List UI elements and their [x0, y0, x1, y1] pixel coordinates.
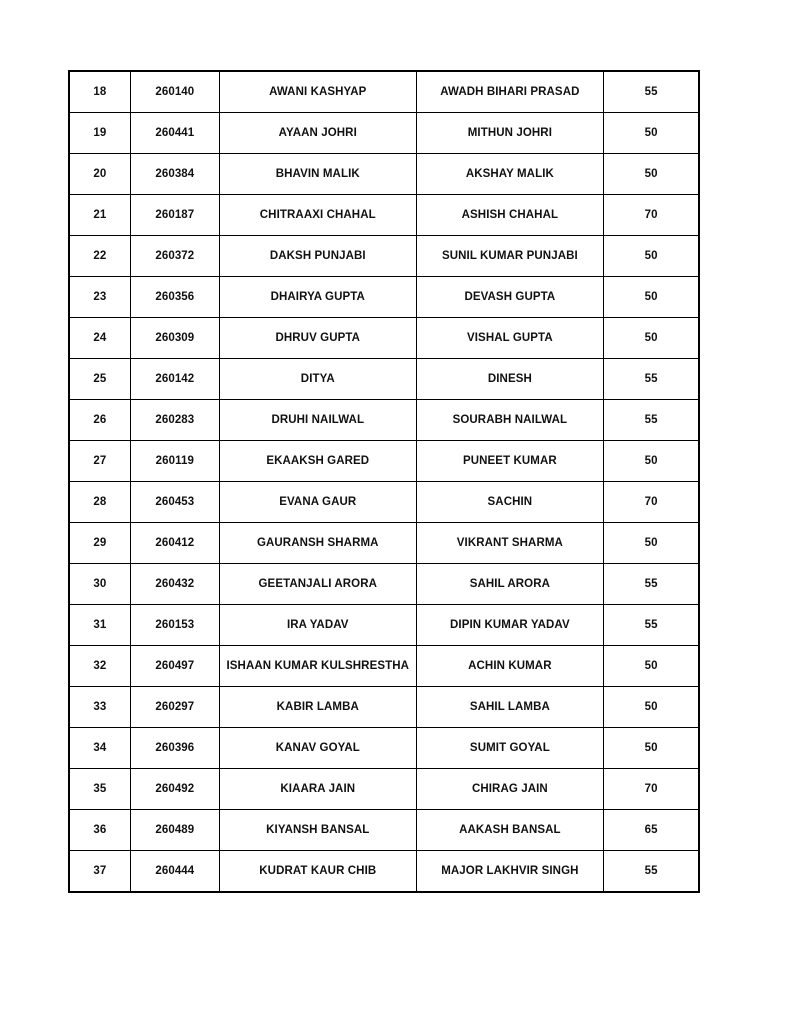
table-row [69, 523, 699, 564]
parent-name-cell: PUNEET KUMAR [416, 441, 604, 482]
student-id-cell: 260384 [130, 154, 219, 195]
student-name-cell: KUDRAT KAUR CHIB [219, 851, 416, 893]
marks-cell: 55 [604, 564, 699, 605]
parent-name-cell: DIPIN KUMAR YADAV [416, 605, 604, 646]
student-name-cell: DITYA [219, 359, 416, 400]
student-name-cell: EKAAKSH GARED [219, 441, 416, 482]
serial-number-cell: 29 [69, 523, 130, 564]
student-id-cell: 260297 [130, 687, 219, 728]
results-table-body [69, 71, 699, 892]
student-name-cell: DRUHI NAILWAL [219, 400, 416, 441]
student-name-cell: KIAARA JAIN [219, 769, 416, 810]
serial-number-cell: 32 [69, 646, 130, 687]
student-id-cell: 260489 [130, 810, 219, 851]
student-id-cell: 260372 [130, 236, 219, 277]
table-row [69, 154, 699, 195]
marks-cell: 50 [604, 523, 699, 564]
student-id-cell: 260309 [130, 318, 219, 359]
parent-name-cell: SACHIN [416, 482, 604, 523]
table-row [69, 400, 699, 441]
table-row [69, 113, 699, 154]
table-row [69, 769, 699, 810]
marks-cell: 50 [604, 236, 699, 277]
parent-name-cell: AKSHAY MALIK [416, 154, 604, 195]
student-name-cell: CHITRAAXI CHAHAL [219, 195, 416, 236]
serial-number-cell: 25 [69, 359, 130, 400]
serial-number-cell: 26 [69, 400, 130, 441]
student-name-cell: IRA YADAV [219, 605, 416, 646]
marks-cell: 50 [604, 646, 699, 687]
table-row [69, 277, 699, 318]
table-row [69, 359, 699, 400]
parent-name-cell: SAHIL LAMBA [416, 687, 604, 728]
student-name-cell: KABIR LAMBA [219, 687, 416, 728]
serial-number-cell: 35 [69, 769, 130, 810]
student-name-cell: DAKSH PUNJABI [219, 236, 416, 277]
student-name-cell: ISHAAN KUMAR KULSHRESTHA [219, 646, 416, 687]
serial-number-cell: 19 [69, 113, 130, 154]
student-id-cell: 260119 [130, 441, 219, 482]
parent-name-cell: DEVASH GUPTA [416, 277, 604, 318]
student-id-cell: 260396 [130, 728, 219, 769]
student-id-cell: 260283 [130, 400, 219, 441]
student-id-cell: 260356 [130, 277, 219, 318]
marks-cell: 50 [604, 113, 699, 154]
parent-name-cell: AAKASH BANSAL [416, 810, 604, 851]
parent-name-cell: ACHIN KUMAR [416, 646, 604, 687]
parent-name-cell: SUMIT GOYAL [416, 728, 604, 769]
marks-cell: 55 [604, 851, 699, 893]
parent-name-cell: ASHISH CHAHAL [416, 195, 604, 236]
table-row [69, 810, 699, 851]
student-id-cell: 260453 [130, 482, 219, 523]
student-id-cell: 260444 [130, 851, 219, 893]
student-id-cell: 260140 [130, 71, 219, 113]
parent-name-cell: SAHIL ARORA [416, 564, 604, 605]
student-id-cell: 260187 [130, 195, 219, 236]
marks-cell: 50 [604, 687, 699, 728]
serial-number-cell: 33 [69, 687, 130, 728]
student-name-cell: BHAVIN MALIK [219, 154, 416, 195]
serial-number-cell: 37 [69, 851, 130, 893]
table-row [69, 851, 699, 893]
serial-number-cell: 36 [69, 810, 130, 851]
table-row [69, 646, 699, 687]
marks-cell: 55 [604, 71, 699, 113]
marks-cell: 50 [604, 154, 699, 195]
serial-number-cell: 20 [69, 154, 130, 195]
serial-number-cell: 27 [69, 441, 130, 482]
marks-cell: 70 [604, 769, 699, 810]
student-name-cell: KANAV GOYAL [219, 728, 416, 769]
table-row [69, 441, 699, 482]
table-row [69, 728, 699, 769]
table-row [69, 236, 699, 277]
student-id-cell: 260153 [130, 605, 219, 646]
student-id-cell: 260497 [130, 646, 219, 687]
table-row [69, 71, 699, 113]
marks-cell: 50 [604, 277, 699, 318]
serial-number-cell: 22 [69, 236, 130, 277]
student-name-cell: DHRUV GUPTA [219, 318, 416, 359]
marks-cell: 55 [604, 359, 699, 400]
parent-name-cell: VISHAL GUPTA [416, 318, 604, 359]
student-id-cell: 260142 [130, 359, 219, 400]
table-row [69, 195, 699, 236]
serial-number-cell: 34 [69, 728, 130, 769]
parent-name-cell: CHIRAG JAIN [416, 769, 604, 810]
marks-cell: 50 [604, 728, 699, 769]
marks-cell: 65 [604, 810, 699, 851]
student-id-cell: 260441 [130, 113, 219, 154]
table-row [69, 564, 699, 605]
marks-cell: 55 [604, 605, 699, 646]
student-name-cell: AWANI KASHYAP [219, 71, 416, 113]
parent-name-cell: MAJOR LAKHVIR SINGH [416, 851, 604, 893]
serial-number-cell: 21 [69, 195, 130, 236]
parent-name-cell: DINESH [416, 359, 604, 400]
table-row [69, 687, 699, 728]
serial-number-cell: 28 [69, 482, 130, 523]
marks-cell: 50 [604, 318, 699, 359]
parent-name-cell: SOURABH NAILWAL [416, 400, 604, 441]
student-id-cell: 260492 [130, 769, 219, 810]
student-name-cell: EVANA GAUR [219, 482, 416, 523]
marks-cell: 55 [604, 400, 699, 441]
table-row [69, 318, 699, 359]
student-name-cell: DHAIRYA GUPTA [219, 277, 416, 318]
parent-name-cell: MITHUN JOHRI [416, 113, 604, 154]
serial-number-cell: 24 [69, 318, 130, 359]
table-row [69, 482, 699, 523]
student-name-cell: GAURANSH SHARMA [219, 523, 416, 564]
student-id-cell: 260412 [130, 523, 219, 564]
student-name-cell: AYAAN JOHRI [219, 113, 416, 154]
parent-name-cell: SUNIL KUMAR PUNJABI [416, 236, 604, 277]
serial-number-cell: 18 [69, 71, 130, 113]
marks-cell: 50 [604, 441, 699, 482]
parent-name-cell: AWADH BIHARI PRASAD [416, 71, 604, 113]
parent-name-cell: VIKRANT SHARMA [416, 523, 604, 564]
results-table [68, 70, 700, 893]
marks-cell: 70 [604, 482, 699, 523]
marks-cell: 70 [604, 195, 699, 236]
table-row [69, 605, 699, 646]
student-name-cell: GEETANJALI ARORA [219, 564, 416, 605]
serial-number-cell: 30 [69, 564, 130, 605]
serial-number-cell: 23 [69, 277, 130, 318]
serial-number-cell: 31 [69, 605, 130, 646]
student-name-cell: KIYANSH BANSAL [219, 810, 416, 851]
student-id-cell: 260432 [130, 564, 219, 605]
